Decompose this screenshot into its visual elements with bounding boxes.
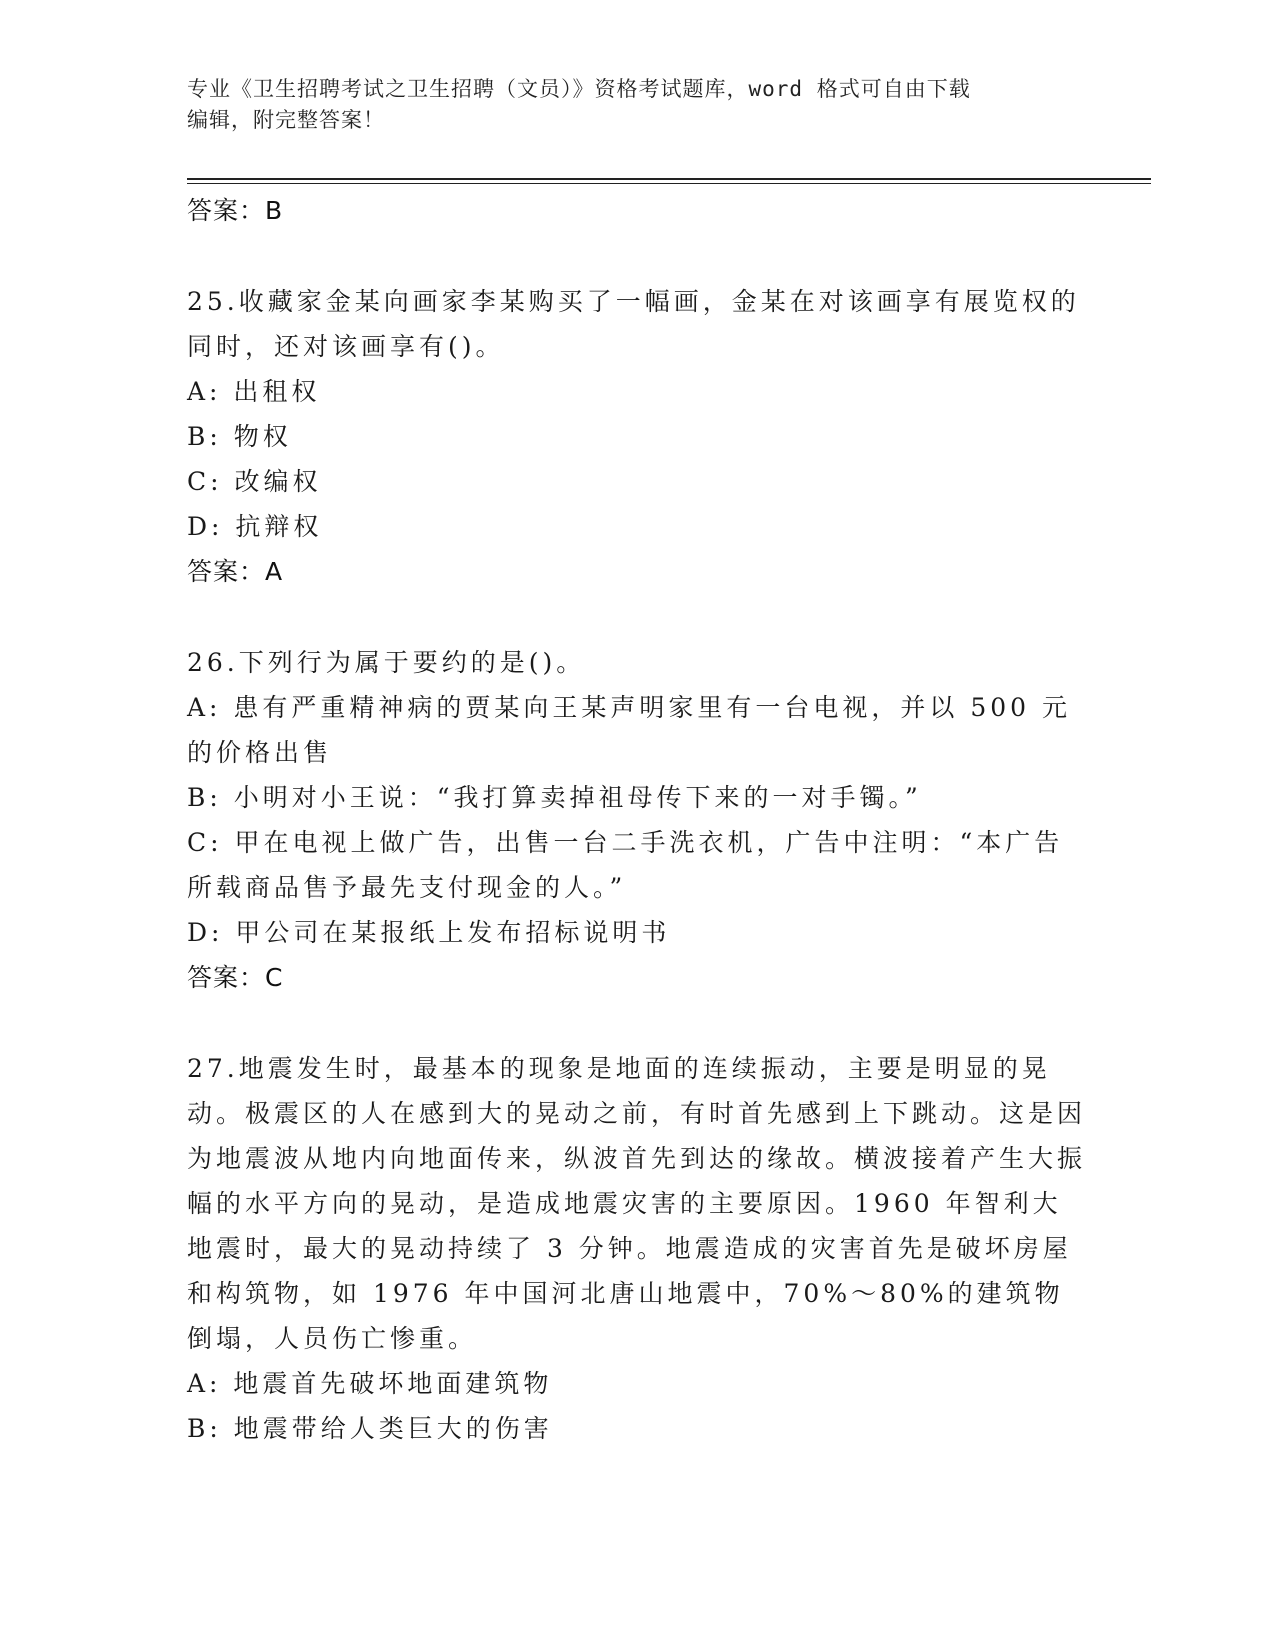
question-stem: 26.下列行为属于要约的是()。 xyxy=(187,648,586,677)
option-a: A: 地震首先破坏地面建筑物 xyxy=(187,1369,553,1398)
option-d: D: 甲公司在某报纸上发布招标说明书 xyxy=(187,918,671,947)
option-b: B: 物权 xyxy=(187,422,292,451)
option-a: A: 患有严重精神病的贾某向王某声明家里有一台电视，并以 500 元的价格出售 xyxy=(187,693,1072,767)
header-rule-thin xyxy=(187,183,1151,184)
question-stem: 27.地震发生时，最基本的现象是地面的连续振动，主要是明显的晃动。极震区的人在感到大的晃动之前，有时首先感到上下跳动。这是因为地震波从地内向地面传来，纵波首先到达的缘故。横波接着产生大振幅的水平方向的晃动，是造成地震灾害的主要原因。1960 年智利大地震时，最大的晃动持续了 3 分钟。地震造成的灾害首先是破坏房屋和构筑物，如 1976 年中国河北唐山地震中，70%～80%的建筑物倒塌，人员伤亡惨重。 xyxy=(187,1054,1087,1353)
page-header xyxy=(187,74,1067,136)
option-c: C: 改编权 xyxy=(187,467,322,496)
question-26 xyxy=(187,640,1087,1000)
header-line-1: 专业《卫生招聘考试之卫生招聘（文员）》资格考试题库，word 格式可自由下载 xyxy=(187,77,971,101)
option-b: B: 小明对小王说：“我打算卖掉祖母传下来的一对手镯。” xyxy=(187,783,922,812)
option-d: D: 抗辩权 xyxy=(187,512,323,541)
question-content xyxy=(187,188,1087,1451)
answer: 答案：C xyxy=(187,963,284,992)
question-27 xyxy=(187,1046,1087,1451)
option-b: B: 地震带给人类巨大的伤害 xyxy=(187,1414,553,1443)
previous-answer: 答案：B xyxy=(187,196,284,225)
option-a: A: 出租权 xyxy=(187,377,321,406)
header-rule-thick xyxy=(187,178,1151,180)
header-line-2: 编辑，附完整答案！ xyxy=(187,108,385,132)
answer: 答案：A xyxy=(187,557,284,586)
question-25 xyxy=(187,279,1087,594)
option-c: C: 甲在电视上做广告，出售一台二手洗衣机，广告中注明：“本广告所载商品售予最先支付现金的人。” xyxy=(187,828,1064,902)
question-stem: 25.收藏家金某向画家李某购买了一幅画，金某在对该画享有展览权的同时，还对该画享有()。 xyxy=(187,287,1080,361)
